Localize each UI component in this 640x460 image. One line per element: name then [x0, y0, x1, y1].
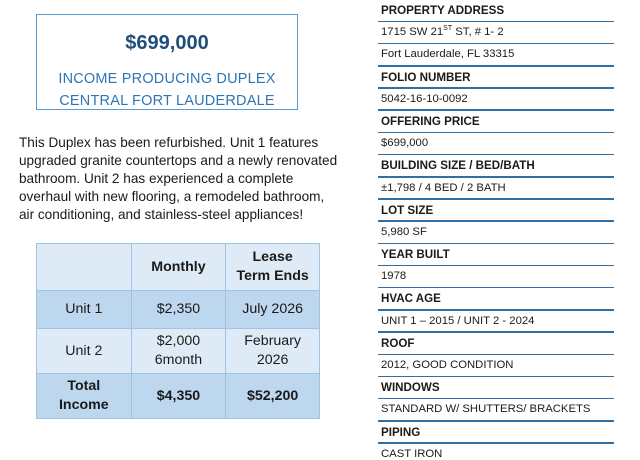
- offering-price-label: OFFERING PRICE: [378, 111, 614, 133]
- roof-label: ROOF: [378, 333, 614, 355]
- building-size-value: ±1,798 / 4 BED / 2 BATH: [378, 178, 614, 200]
- table-row-unit-1: [37, 291, 320, 329]
- offering-price-value: $699,000: [378, 133, 614, 155]
- unit-2-monthly-amount: $2,000: [156, 333, 201, 349]
- unit-2-lease-month: February: [244, 333, 302, 349]
- unit-2-monthly-note: 6month: [154, 352, 203, 368]
- unit-2-label: Unit 2: [37, 329, 132, 374]
- header-lease-line-2: Term Ends: [236, 268, 309, 284]
- address-street-number: 1715 SW 21: [381, 26, 444, 39]
- folio-label: FOLIO NUMBER: [378, 67, 614, 89]
- total-label: [37, 374, 132, 419]
- address-line-2: Fort Lauderdale, FL 33315: [378, 44, 614, 66]
- building-size-label: BUILDING SIZE / BED/BATH: [378, 155, 614, 177]
- hvac-age-label: HVAC AGE: [378, 288, 614, 310]
- price-callout-box: [36, 14, 298, 110]
- description-line: overhaul with new flooring, a remodeled bathroom,: [19, 189, 325, 204]
- subtitle-line-1: INCOME PRODUCING DUPLEX: [58, 71, 276, 87]
- listing-price: $699,000: [125, 32, 209, 54]
- property-description: [19, 134, 349, 224]
- year-built-label: YEAR BUILT: [378, 244, 614, 266]
- lot-size-value: 5,980 SF: [378, 222, 614, 244]
- unit-1-monthly: $2,350: [131, 291, 226, 329]
- description-line: bathroom. Unit 2 has experienced a complete: [19, 171, 294, 186]
- folio-value: 5042-16-10-0092: [378, 89, 614, 111]
- address-ordinal-suffix: ST: [443, 25, 453, 33]
- address-line-1: [378, 22, 614, 44]
- listing-subtitle: [37, 68, 297, 112]
- piping-value: CAST IRON: [381, 447, 443, 460]
- subtitle-line-2: CENTRAL FORT LAUDERDALE: [59, 93, 275, 109]
- piping-label: PIPING: [378, 422, 614, 444]
- header-lease-line-1: Lease: [252, 249, 293, 265]
- table-header-row: [37, 244, 320, 291]
- lot-size-label: LOT SIZE: [378, 200, 614, 222]
- header-cell-lease: [226, 244, 320, 291]
- rent-roll-table: [36, 243, 320, 419]
- total-annual: $52,200: [226, 374, 320, 419]
- header-cell-empty: [37, 244, 132, 291]
- property-details-panel: [378, 0, 614, 460]
- total-label-line-1: Total: [67, 378, 101, 394]
- description-line: This Duplex has been refurbished. Unit 1 features: [19, 135, 319, 150]
- windows-value: STANDARD W/ SHUTTERS/ BRACKETS: [378, 399, 614, 421]
- description-line: upgraded granite countertops and a newly renovated: [19, 153, 338, 168]
- table-row-total: [37, 374, 320, 419]
- roof-value: 2012, GOOD CONDITION: [378, 355, 614, 377]
- total-monthly: $4,350: [131, 374, 226, 419]
- hvac-age-value: UNIT 1 – 2015 / UNIT 2 - 2024: [378, 311, 614, 333]
- unit-1-lease: July 2026: [226, 291, 320, 329]
- table-row-unit-2: [37, 329, 320, 374]
- header-cell-monthly: Monthly: [131, 244, 226, 291]
- description-line: air conditioning, and stainless-steel appliances!: [19, 207, 304, 222]
- unit-1-label: Unit 1: [37, 291, 132, 329]
- year-built-value: 1978: [378, 266, 614, 288]
- address-street-rest: ST, # 1- 2: [452, 26, 504, 39]
- windows-label: WINDOWS: [378, 377, 614, 399]
- address-label: PROPERTY ADDRESS: [378, 0, 614, 22]
- total-label-line-2: Income: [58, 397, 109, 413]
- unit-2-lease: [226, 329, 320, 374]
- unit-2-monthly: [131, 329, 226, 374]
- unit-2-lease-year: 2026: [256, 352, 289, 368]
